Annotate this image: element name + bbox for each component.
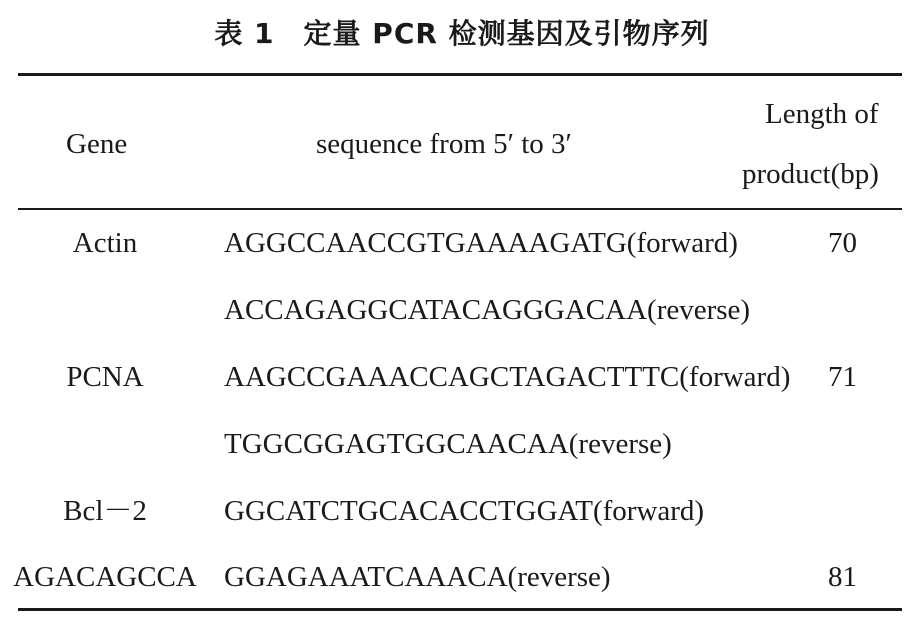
- row-sequence: GGAGAAATCAAACA(reverse): [224, 561, 611, 593]
- row-sequence: GGCATCTGCACACCTGGAT(forward): [224, 495, 705, 527]
- bottom-rule: [18, 608, 902, 611]
- table-title: 表 1 定量 PCR 检测基因及引物序列: [214, 17, 710, 50]
- header-rule: [18, 208, 902, 210]
- top-rule: [18, 73, 902, 76]
- row-gene: AGACAGCCA: [13, 561, 197, 593]
- row-length: 71: [828, 361, 857, 393]
- row-sequence: TGGCGGAGTGGCAACAA(reverse): [224, 428, 672, 460]
- header-length-line1: Length of: [765, 98, 879, 130]
- header-gene: Gene: [66, 128, 128, 160]
- header-length-line2: product(bp): [742, 158, 879, 190]
- row-sequence: AGGCCAACCGTGAAAAGATG(forward): [224, 227, 738, 259]
- row-gene: Bcl－2: [63, 495, 147, 527]
- row-sequence: ACCAGAGGCATACAGGGACAA(reverse): [224, 294, 751, 326]
- row-sequence: AAGCCGAAACCAGCTAGACTTTC(forward): [224, 361, 791, 393]
- row-length: 70: [828, 227, 857, 259]
- row-length: 81: [828, 561, 857, 593]
- row-gene: PCNA: [66, 361, 144, 393]
- header-sequence: sequence from 5′ to 3′: [316, 128, 572, 160]
- row-gene: Actin: [72, 227, 138, 259]
